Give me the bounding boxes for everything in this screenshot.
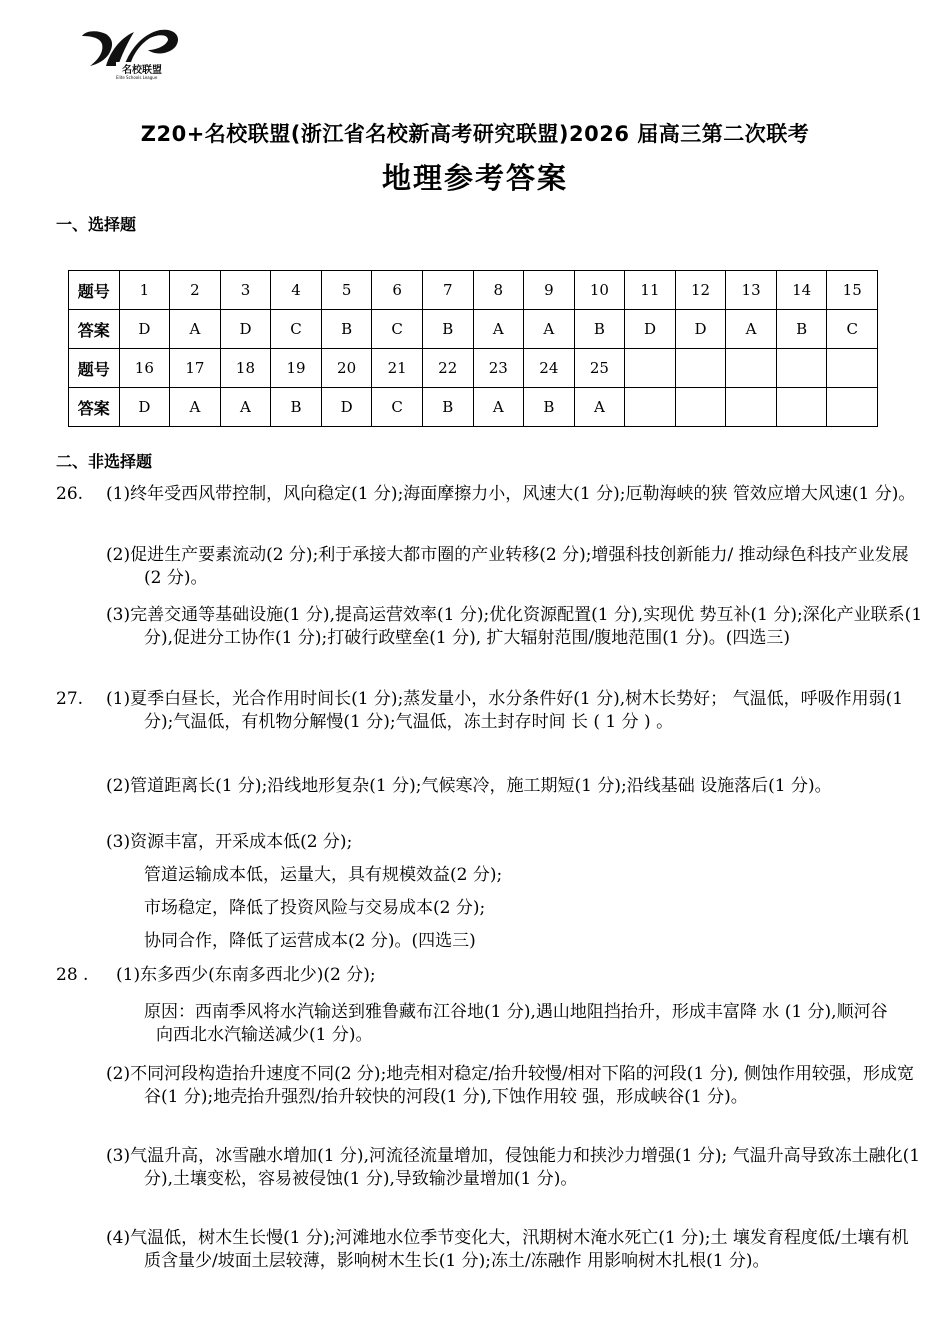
cell: D (119, 310, 170, 349)
cell: 13 (726, 271, 777, 310)
q27-part3-line1: (3)资源丰富，开采成本低(2 分); (106, 832, 353, 852)
cell: A (170, 310, 221, 349)
q28-part4: (4)气温低，树木生长慢(1 分);河滩地水位季节变化大，汛期树木淹水死亡(1 分);土 壤发育程度低/土壤有机质含量少/坡面土层较薄，影响树木生长(1 分);冻土/冻融作 用影响树木扎根(1 分)。 (106, 1228, 909, 1271)
answer-table (68, 270, 878, 427)
cell: 22 (422, 349, 473, 388)
cell: 6 (372, 271, 423, 310)
q27-part2: (2)管道距离长(1 分);沿线地形复杂(1 分);气候寒冷，施工期短(1 分);沿线基础 设施落后(1 分)。 (106, 776, 832, 796)
cell: 25 (574, 349, 625, 388)
question-number-28: 28 . (56, 965, 89, 985)
q27-part3-line2: 管道运输成本低，运量大，具有规模效益(2 分); (144, 865, 503, 885)
cell: D (119, 388, 170, 427)
q26-part3: (3)完善交通等基础设施(1 分),提高运营效率(1 分);优化资源配置(1 分),实现优 势互补(1 分);深化产业联系(1 分),促进分工协作(1 分);打破行政壁垒(1 分), 扩大辐射范围/腹地范围(1 分)。(四选三) (106, 605, 923, 648)
cell: 10 (574, 271, 625, 310)
table-row-a2 (69, 388, 878, 427)
row-label: 答案 (69, 310, 120, 349)
q27-part3-line3: 市场稳定，降低了投资风险与交易成本(2 分); (144, 898, 486, 918)
q28-part1-reason: 原因：西南季风将水汽输送到雅鲁藏布江谷地(1 分),遇山地阻挡抬升，形成丰富降 水 (1 分),顺河谷向西北水汽输送减少(1 分)。 (144, 1002, 888, 1045)
cell: C (271, 310, 322, 349)
exam-title: Z20+名校联盟(浙江省名校新高考研究联盟)2026 届高三第二次联考 (140, 122, 810, 146)
cell: 1 (119, 271, 170, 310)
cell: A (524, 310, 575, 349)
cell: 11 (625, 271, 676, 310)
cell: D (220, 310, 271, 349)
table-row-q1 (69, 271, 878, 310)
cell: 19 (271, 349, 322, 388)
cell: 17 (170, 349, 221, 388)
cell (726, 349, 777, 388)
q28-part1-line1: (1)东多西少(东南多西北少)(2 分); (116, 965, 376, 985)
q28-part2: (2)不同河段构造抬升速度不同(2 分);地壳相对稳定/抬升较慢/相对下陷的河段(1 分), 侧蚀作用较强，形成宽谷(1 分);地壳抬升强烈/抬升较快的河段(1 分),下蚀作用较 强，形成峡谷(1 分)。 (106, 1064, 915, 1107)
cell: 15 (827, 271, 878, 310)
cell (625, 388, 676, 427)
logo-subtext: Elite Schools League (116, 75, 158, 80)
cell: 12 (675, 271, 726, 310)
q27-part1: (1)夏季白昼长，光合作用时间长(1 分);蒸发量小，水分条件好(1 分),树木长势好； 气温低，呼吸作用弱(1 分);气温低，有机物分解慢(1 分);气温低，冻土封存时间 长 ( 1 分 ) 。 (106, 689, 904, 732)
cell: A (726, 310, 777, 349)
cell: 2 (170, 271, 221, 310)
cell: B (321, 310, 372, 349)
cell (827, 349, 878, 388)
league-logo (76, 22, 191, 80)
cell (675, 349, 726, 388)
logo-text: 名校联盟 (122, 65, 162, 76)
cell: C (827, 310, 878, 349)
cell (675, 388, 726, 427)
cell: 9 (524, 271, 575, 310)
cell: A (473, 310, 524, 349)
cell: B (422, 310, 473, 349)
q28-part3: (3)气温升高，冰雪融水增加(1 分),河流径流量增加，侵蚀能力和挟沙力增强(1 分); 气温升高导致冻土融化(1 分),土壤变松，容易被侵蚀(1 分),导致输沙量增加(1 分)。 (106, 1146, 921, 1189)
cell: D (625, 310, 676, 349)
cell (827, 388, 878, 427)
section-choice-heading: 一、选择题 (56, 215, 137, 234)
cell: 18 (220, 349, 271, 388)
question-number-27: 27. (56, 689, 84, 709)
table-row-a1 (69, 310, 878, 349)
question-number-26: 26. (56, 484, 84, 504)
cell (776, 388, 827, 427)
cell: B (776, 310, 827, 349)
cell (625, 349, 676, 388)
cell: B (422, 388, 473, 427)
answer-title: 地理参考答案 (381, 161, 568, 195)
q26-part1: (1)终年受西风带控制，风向稳定(1 分);海面摩擦力小，风速大(1 分);厄勒海峡的狭 管效应增大风速(1 分)。 (106, 484, 916, 504)
table-row-q2 (69, 349, 878, 388)
cell: 3 (220, 271, 271, 310)
row-label: 答案 (69, 388, 120, 427)
cell: 5 (321, 271, 372, 310)
section-open-heading: 二、非选择题 (56, 452, 153, 471)
q27-part3-line4: 协同合作，降低了运营成本(2 分)。(四选三) (144, 931, 476, 951)
cell: D (321, 388, 372, 427)
cell: 14 (776, 271, 827, 310)
row-label: 题号 (69, 349, 120, 388)
cell: C (372, 310, 423, 349)
cell: 16 (119, 349, 170, 388)
cell: C (372, 388, 423, 427)
cell: B (574, 310, 625, 349)
cell: 24 (524, 349, 575, 388)
cell: D (675, 310, 726, 349)
cell: 20 (321, 349, 372, 388)
cell: 7 (422, 271, 473, 310)
cell: A (170, 388, 221, 427)
cell: A (574, 388, 625, 427)
cell: 23 (473, 349, 524, 388)
cell: A (473, 388, 524, 427)
cell: 4 (271, 271, 322, 310)
cell: B (524, 388, 575, 427)
cell: B (271, 388, 322, 427)
q26-part2: (2)促进生产要素流动(2 分);利于承接大都市圈的产业转移(2 分);增强科技创新能力/ 推动绿色科技产业发展(2 分)。 (106, 545, 909, 588)
cell: A (220, 388, 271, 427)
cell: 8 (473, 271, 524, 310)
cell (726, 388, 777, 427)
row-label: 题号 (69, 271, 120, 310)
cell (776, 349, 827, 388)
cell: 21 (372, 349, 423, 388)
